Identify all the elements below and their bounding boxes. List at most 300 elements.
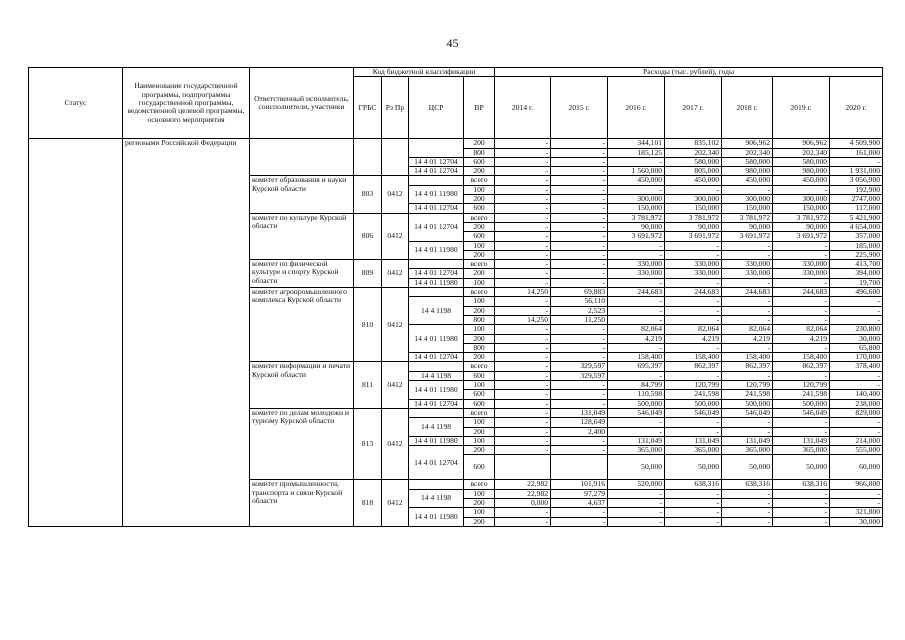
amount-cell: - [665,297,722,306]
amount-cell: 500,000 [722,399,773,408]
csr-cell [409,176,464,185]
amount-cell: 321,800 [830,508,883,517]
amount-cell: 330,000 [722,269,773,278]
amount-cell: 131,049 [608,436,665,445]
amount-cell: 2,523 [551,306,608,315]
amount-cell: 238,000 [830,399,883,408]
amount-cell: - [495,176,551,185]
amount-cell: 65,800 [830,343,883,352]
amount-cell: - [608,297,665,306]
amount-cell: 50,000 [608,455,665,480]
csr-cell: 14 4 01 11980 [409,381,464,400]
csr-cell: 14 4 01 12704 [409,157,464,166]
amount-cell: 214,000 [830,436,883,445]
amount-cell: 805,000 [665,167,722,176]
amount-cell: 300,000 [665,195,722,204]
amount-cell: - [830,371,883,380]
amount-cell: 3 781,972 [773,213,830,222]
amount-cell: - [551,278,608,287]
csr-cell: 14 4 01 11980 [409,185,464,204]
amount-cell: 4,219 [722,334,773,343]
amount-cell: 230,800 [830,325,883,334]
vr-cell: 800 [464,148,495,157]
amount-cell: - [551,185,608,194]
amount-cell: - [722,489,773,498]
amount-cell: - [722,315,773,324]
csr-cell: 14 4 1198 [409,297,464,325]
amount-cell: - [830,297,883,306]
csr-cell [409,408,464,417]
amount-cell: 202,340 [722,148,773,157]
amount-cell: - [608,343,665,352]
amount-cell: 862,397 [773,362,830,371]
amount-cell: 82,064 [608,325,665,334]
amount-cell: - [830,306,883,315]
amount-cell: 84,799 [608,381,665,390]
amount-cell: 3 056,900 [830,176,883,185]
amount-cell: - [722,418,773,427]
amount-cell: - [608,418,665,427]
csr-cell: 14 4 01 12704 [409,213,464,241]
amount-cell: - [495,517,551,526]
vr-cell: 100 [464,436,495,445]
grbs-cell: 818 [354,480,382,526]
amount-cell: - [608,315,665,324]
amount-cell: 330,000 [722,260,773,269]
amount-cell: 120,799 [773,381,830,390]
vr-cell: 200 [464,306,495,315]
amount-cell: 90,000 [722,222,773,231]
amount-cell: - [495,185,551,194]
amount-cell: 4,219 [608,334,665,343]
amount-cell: - [495,232,551,241]
vr-cell: 200 [464,250,495,259]
amount-cell: - [551,381,608,390]
amount-cell: - [495,306,551,315]
amount-cell: 3 691,972 [773,232,830,241]
header-year: 2020 г. [830,77,883,139]
amount-cell: 4,219 [665,334,722,343]
amount-cell: - [608,278,665,287]
amount-cell: 202,340 [665,148,722,157]
amount-cell: 3 781,972 [608,213,665,222]
amount-cell: 3 691,972 [665,232,722,241]
amount-cell: 500,000 [665,399,722,408]
vr-cell: 600 [464,232,495,241]
amount-cell: - [608,489,665,498]
amount-cell: - [773,241,830,250]
amount-cell: 966,800 [830,480,883,489]
amount-cell: - [773,250,830,259]
vr-cell: 200 [464,139,495,148]
amount-cell: - [773,498,830,507]
amount-cell: 192,900 [830,185,883,194]
amount-cell: 980,000 [773,167,830,176]
csr-cell: 14 4 01 12704 [409,446,464,480]
amount-cell: 19,700 [830,278,883,287]
amount-cell: 450,000 [608,176,665,185]
amount-cell: 60,000 [830,455,883,480]
amount-cell: - [608,508,665,517]
amount-cell: 244,683 [773,288,830,297]
rzpr-cell [382,139,409,176]
amount-cell: 638,316 [773,480,830,489]
vr-cell: 600 [464,157,495,166]
amount-cell: - [551,399,608,408]
amount-cell: - [665,517,722,526]
amount-cell: - [830,381,883,390]
amount-cell: - [495,381,551,390]
amount-cell: 3 781,972 [665,213,722,222]
header-year: 2014 г. [495,77,551,139]
amount-cell: 5 421,900 [830,213,883,222]
amount-cell: 82,064 [773,325,830,334]
amount-cell: 14,250 [495,315,551,324]
amount-cell: - [551,204,608,213]
amount-cell: - [722,278,773,287]
amount-cell: 450,000 [773,176,830,185]
amount-cell: 3 691,972 [722,232,773,241]
amount-cell: - [665,278,722,287]
amount-cell: 365,000 [773,446,830,455]
amount-cell: - [495,204,551,213]
amount-cell: 394,000 [830,269,883,278]
amount-cell: 4 509,900 [830,139,883,148]
amount-cell: - [608,241,665,250]
amount-cell: - [495,222,551,231]
amount-cell: 1 560,000 [608,167,665,176]
amount-cell: 496,600 [830,288,883,297]
amount-cell: - [830,427,883,436]
vr-cell: 100 [464,418,495,427]
vr-cell: 200 [464,353,495,362]
rzpr-cell: 0412 [382,176,409,213]
executor-cell [250,139,354,176]
header-responsible: Ответственный исполнитель, соисполнители, участники [250,68,354,139]
amount-cell: 158,400 [608,353,665,362]
amount-cell: - [773,343,830,352]
amount-cell: 202,340 [773,148,830,157]
amount-cell: 185,125 [608,148,665,157]
amount-cell: - [722,427,773,436]
header-status: Статус [29,68,123,139]
amount-cell: - [551,213,608,222]
csr-cell [409,260,464,269]
amount-cell: - [551,250,608,259]
header-year: 2016 г. [608,77,665,139]
rzpr-cell: 0412 [382,213,409,259]
executor-cell: комитет агропромышленного комплекса Курской области [250,288,354,362]
amount-cell: 638,316 [665,480,722,489]
amount-cell: 365,000 [722,446,773,455]
amount-cell: - [495,427,551,436]
vr-cell: 200 [464,167,495,176]
amount-cell: 117,000 [830,204,883,213]
amount-cell: 580,000 [722,157,773,166]
amount-cell: 300,000 [773,195,830,204]
amount-cell: 450,000 [665,176,722,185]
amount-cell: 150,000 [773,204,830,213]
amount-cell: 546,049 [773,408,830,417]
csr-cell [409,480,464,489]
amount-cell: - [551,353,608,362]
vr-cell: 200 [464,498,495,507]
vr-cell: всего [464,260,495,269]
amount-cell: 344,101 [608,139,665,148]
amount-cell: - [495,297,551,306]
vr-cell: 100 [464,241,495,250]
amount-cell: 0,000 [495,498,551,507]
amount-cell: 300,000 [722,195,773,204]
amount-cell: 225,900 [830,250,883,259]
amount-cell: - [495,508,551,517]
amount-cell: - [551,195,608,204]
vr-cell: всего [464,362,495,371]
amount-cell: 30,000 [830,517,883,526]
amount-cell: - [665,250,722,259]
csr-cell: 14 4 1198 [409,371,464,380]
vr-cell: всего [464,288,495,297]
amount-cell: - [608,250,665,259]
amount-cell: - [495,418,551,427]
amount-cell: - [551,334,608,343]
amount-cell: - [773,306,830,315]
amount-cell: - [773,278,830,287]
header-year: 2019 г. [773,77,830,139]
amount-cell: - [495,371,551,380]
amount-cell: - [495,167,551,176]
amount-cell: 22,982 [495,489,551,498]
amount-cell: 500,000 [773,399,830,408]
csr-cell [409,288,464,297]
csr-cell: 14 4 01 11980 [409,508,464,527]
csr-cell: 14 4 01 12704 [409,353,464,362]
header-vr: ВР [464,77,495,139]
amount-cell: 158,400 [773,353,830,362]
csr-cell: 14 4 01 12704 [409,204,464,213]
amount-cell: 546,049 [665,408,722,417]
header-csr: ЦСР [409,77,464,139]
vr-cell: всего [464,408,495,417]
budget-table [28,67,883,527]
amount-cell: - [665,371,722,380]
amount-cell: - [495,408,551,417]
amount-cell: 158,400 [722,353,773,362]
amount-cell: 638,316 [722,480,773,489]
csr-cell: 14 4 01 11980 [409,436,464,445]
amount-cell: 244,683 [722,288,773,297]
amount-cell: 365,000 [608,446,665,455]
amount-cell: 90,000 [773,222,830,231]
amount-cell: - [551,167,608,176]
amount-cell: 241,598 [665,390,722,399]
amount-cell: 980,000 [722,167,773,176]
amount-cell: - [722,250,773,259]
amount-cell: - [722,297,773,306]
amount-cell: - [773,185,830,194]
amount-cell: 30,000 [830,334,883,343]
amount-cell: 4,219 [773,334,830,343]
csr-cell: 14 4 01 11980 [409,325,464,353]
amount-cell: 131,049 [551,408,608,417]
amount-cell: - [773,418,830,427]
header-year: 2018 г. [722,77,773,139]
amount-cell: - [495,269,551,278]
vr-cell: 100 [464,297,495,306]
grbs-cell: 811 [354,362,382,408]
grbs-cell: 806 [354,213,382,259]
amount-cell: 906,962 [722,139,773,148]
amount-cell: - [665,489,722,498]
amount-cell: - [551,222,608,231]
csr-cell: 14 4 01 12704 [409,269,464,278]
grbs-cell: 810 [354,288,382,362]
amount-cell: - [773,489,830,498]
amount-cell: 330,000 [608,269,665,278]
amount-cell: - [722,498,773,507]
amount-cell: 365,000 [665,446,722,455]
amount-cell: - [773,297,830,306]
amount-cell: - [551,176,608,185]
header-name: Наименование государственной программы, подпрограммы государственной программы, ведомственной целевой программы, основного мероприятия [123,68,250,139]
amount-cell: - [495,325,551,334]
executor-cell: комитет по физической культуре и спорту Курской области [250,260,354,288]
amount-cell: - [495,334,551,343]
amount-cell: - [830,418,883,427]
amount-cell: 140,400 [830,390,883,399]
amount-cell: - [608,498,665,507]
amount-cell: - [665,418,722,427]
amount-cell: - [773,427,830,436]
vr-cell: всего [464,213,495,222]
amount-cell: - [495,343,551,352]
amount-cell: 2747,000 [830,195,883,204]
amount-cell: 3 691,972 [608,232,665,241]
amount-cell: 829,000 [830,408,883,417]
vr-cell: 800 [464,315,495,324]
vr-cell: 100 [464,381,495,390]
vr-cell: 100 [464,278,495,287]
amount-cell: 101,916 [551,480,608,489]
amount-cell: - [551,508,608,517]
vr-cell: 200 [464,195,495,204]
vr-cell: 200 [464,446,495,455]
amount-cell: - [495,436,551,445]
amount-cell: 110,598 [608,390,665,399]
amount-cell: - [551,517,608,526]
csr-cell: 14 4 1198 [409,418,464,437]
amount-cell: - [551,436,608,445]
amount-cell: - [495,446,551,455]
amount-cell: 906,962 [773,139,830,148]
csr-cell: 14 4 01 11980 [409,278,464,287]
amount-cell: - [608,517,665,526]
amount-cell: - [551,157,608,166]
amount-cell: 120,799 [722,381,773,390]
amount-cell: - [608,371,665,380]
amount-cell: 90,000 [665,222,722,231]
vr-cell: 200 [464,334,495,343]
amount-cell: - [495,250,551,259]
amount-cell: - [722,343,773,352]
amount-cell: - [495,390,551,399]
amount-cell [551,455,608,480]
amount-cell: 170,000 [830,353,883,362]
vr-cell: 200 [464,427,495,436]
amount-cell: 695,397 [608,362,665,371]
amount-cell: - [722,371,773,380]
csr-cell [409,139,464,158]
amount-cell: 120,799 [665,381,722,390]
amount-cell: 330,000 [773,260,830,269]
amount-cell: - [665,185,722,194]
amount-cell: 330,000 [773,269,830,278]
amount-cell: 546,049 [722,408,773,417]
amount-cell: - [495,399,551,408]
amount-cell: - [551,260,608,269]
vr-cell: 200 [464,222,495,231]
amount-cell: 50,000 [722,455,773,480]
executor-cell: комитет промышленности, транспорта и связи Курской области [250,480,354,526]
amount-cell: - [551,343,608,352]
amount-cell: 4 654,000 [830,222,883,231]
rzpr-cell: 0412 [382,288,409,362]
amount-cell: - [551,446,608,455]
amount-cell: 241,598 [773,390,830,399]
amount-cell: - [773,315,830,324]
amount-cell: 50,000 [665,455,722,480]
amount-cell: - [830,489,883,498]
amount-cell: 14,250 [495,288,551,297]
amount-cell: 82,064 [665,325,722,334]
amount-cell: - [830,498,883,507]
vr-cell: 200 [464,517,495,526]
amount-cell: - [551,241,608,250]
executor-cell: комитет информации и печати Курской области [250,362,354,408]
page-number: 45 [446,36,459,50]
amount-cell: - [830,315,883,324]
amount-cell: 82,064 [722,325,773,334]
amount-cell: - [608,427,665,436]
amount-cell: 2,400 [551,427,608,436]
amount-cell: - [665,306,722,315]
amount-cell: 4,637 [551,498,608,507]
vr-cell: 100 [464,185,495,194]
amount-cell: 520,000 [608,480,665,489]
amount-cell: - [830,157,883,166]
rzpr-cell: 0412 [382,408,409,479]
executor-cell: комитет по делам молодежи и туризму Курской области [250,408,354,479]
amount-cell: 50,000 [773,455,830,480]
amount-cell: 22,982 [495,480,551,489]
amount-cell: 97,279 [551,489,608,498]
executor-cell: комитет по культуре Курской области [250,213,354,259]
amount-cell: 580,000 [773,157,830,166]
amount-cell: - [551,325,608,334]
amount-cell: - [665,508,722,517]
amount-cell: 329,597 [551,362,608,371]
amount-cell: 413,700 [830,260,883,269]
table-row [29,139,883,148]
vr-cell: 200 [464,269,495,278]
amount-cell: - [722,241,773,250]
amount-cell: 131,049 [773,436,830,445]
amount-cell: - [608,157,665,166]
amount-cell: - [495,213,551,222]
amount-cell: 1 931,000 [830,167,883,176]
amount-cell: 158,400 [665,353,722,362]
amount-cell: - [495,278,551,287]
